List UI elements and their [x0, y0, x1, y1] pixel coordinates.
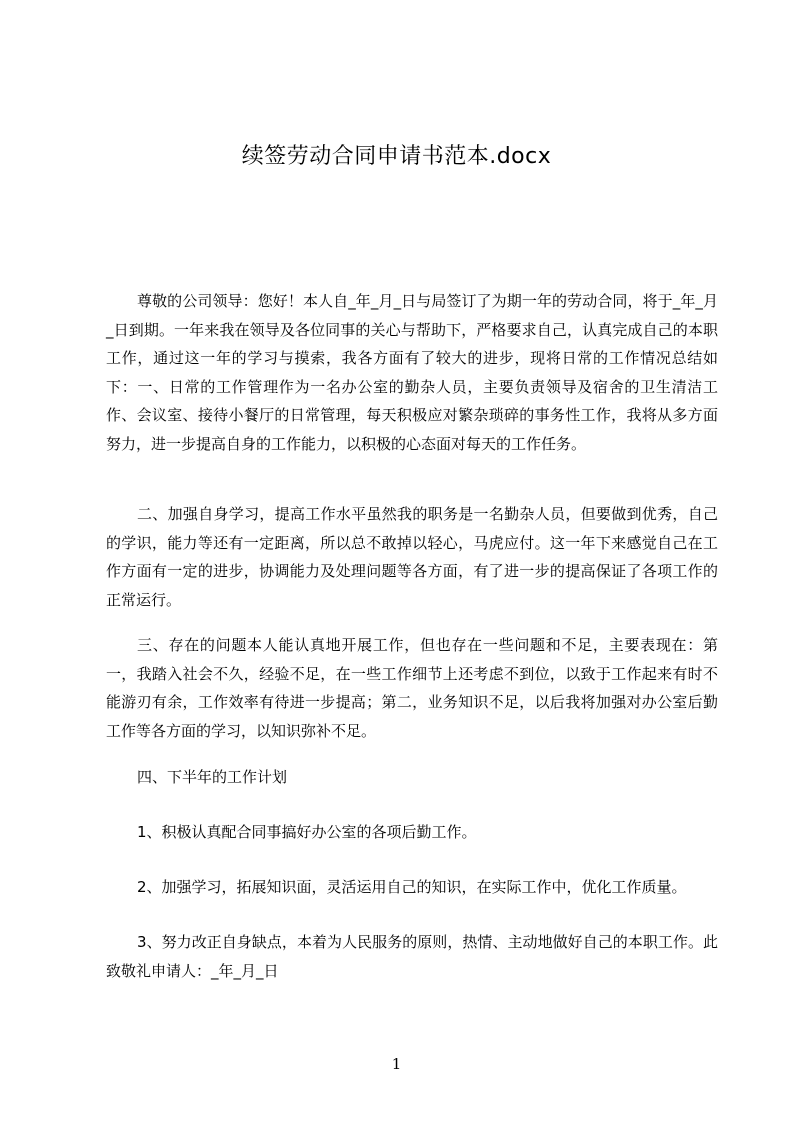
paragraph-5: 1、积极认真配合同事搞好办公室的各项后勤工作。	[137, 823, 477, 841]
paragraph-4: 四、下半年的工作计划	[137, 768, 288, 786]
paragraph-3: 三、存在的问题本人能认真地开展工作，但也存在一些问题和不足，主要表现在：第一，我踏入社会不久，经验不足，在一些工作细节上还考虑不到位，以致于工作起来有时不能游刃有余，工作效率有待进一步提高；第二，业务知识不足，以后我将加强对办公室后勤工作等各方面的学习，以知识弥补不足。	[106, 636, 718, 740]
document-title: 续签劳动合同申请书范本.docx	[241, 144, 552, 169]
paragraph-7: 3、努力改正自身缺点，本着为人民服务的原则，热情、主动地做好自己的本职工作。此致敬礼申请人：_年_月_日	[106, 933, 718, 980]
paragraph-6: 2、加强学习，拓展知识面，灵活运用自己的知识，在实际工作中，优化工作质量。	[137, 878, 687, 896]
paragraph-1: 尊敬的公司领导：您好！本人自_年_月_日与局签订了为期一年的劳动合同，将于_年_月_日到期。一年来我在领导及各位同事的关心与帮助下，严格要求自己，认真完成自己的本职工作，通过这一年的学习与摸索，我各方面有了较大的进步，现将日常的工作情况总结如下：一、日常的工作管理作为一名办公室的勤杂人员，主要负责领导及宿舍的卫生清洁工作、会议室、接待小餐厅的日常管理，每天积极应对繁杂琐碎的事务性工作，我将从多方面努力，进一步提高自身的工作能力，以积极的心态面对每天的工作任务。	[106, 292, 718, 453]
page-number: 1	[391, 1055, 402, 1073]
paragraph-2: 二、加强自身学习，提高工作水平虽然我的职务是一名勤杂人员，但要做到优秀，自己的学识，能力等还有一定距离，所以总不敢掉以轻心，马虎应付。这一年下来感觉自己在工作方面有一定的进步，协调能力及处理问题等各方面，有了进一步的提高保证了各项工作的正常运行。	[106, 505, 718, 609]
